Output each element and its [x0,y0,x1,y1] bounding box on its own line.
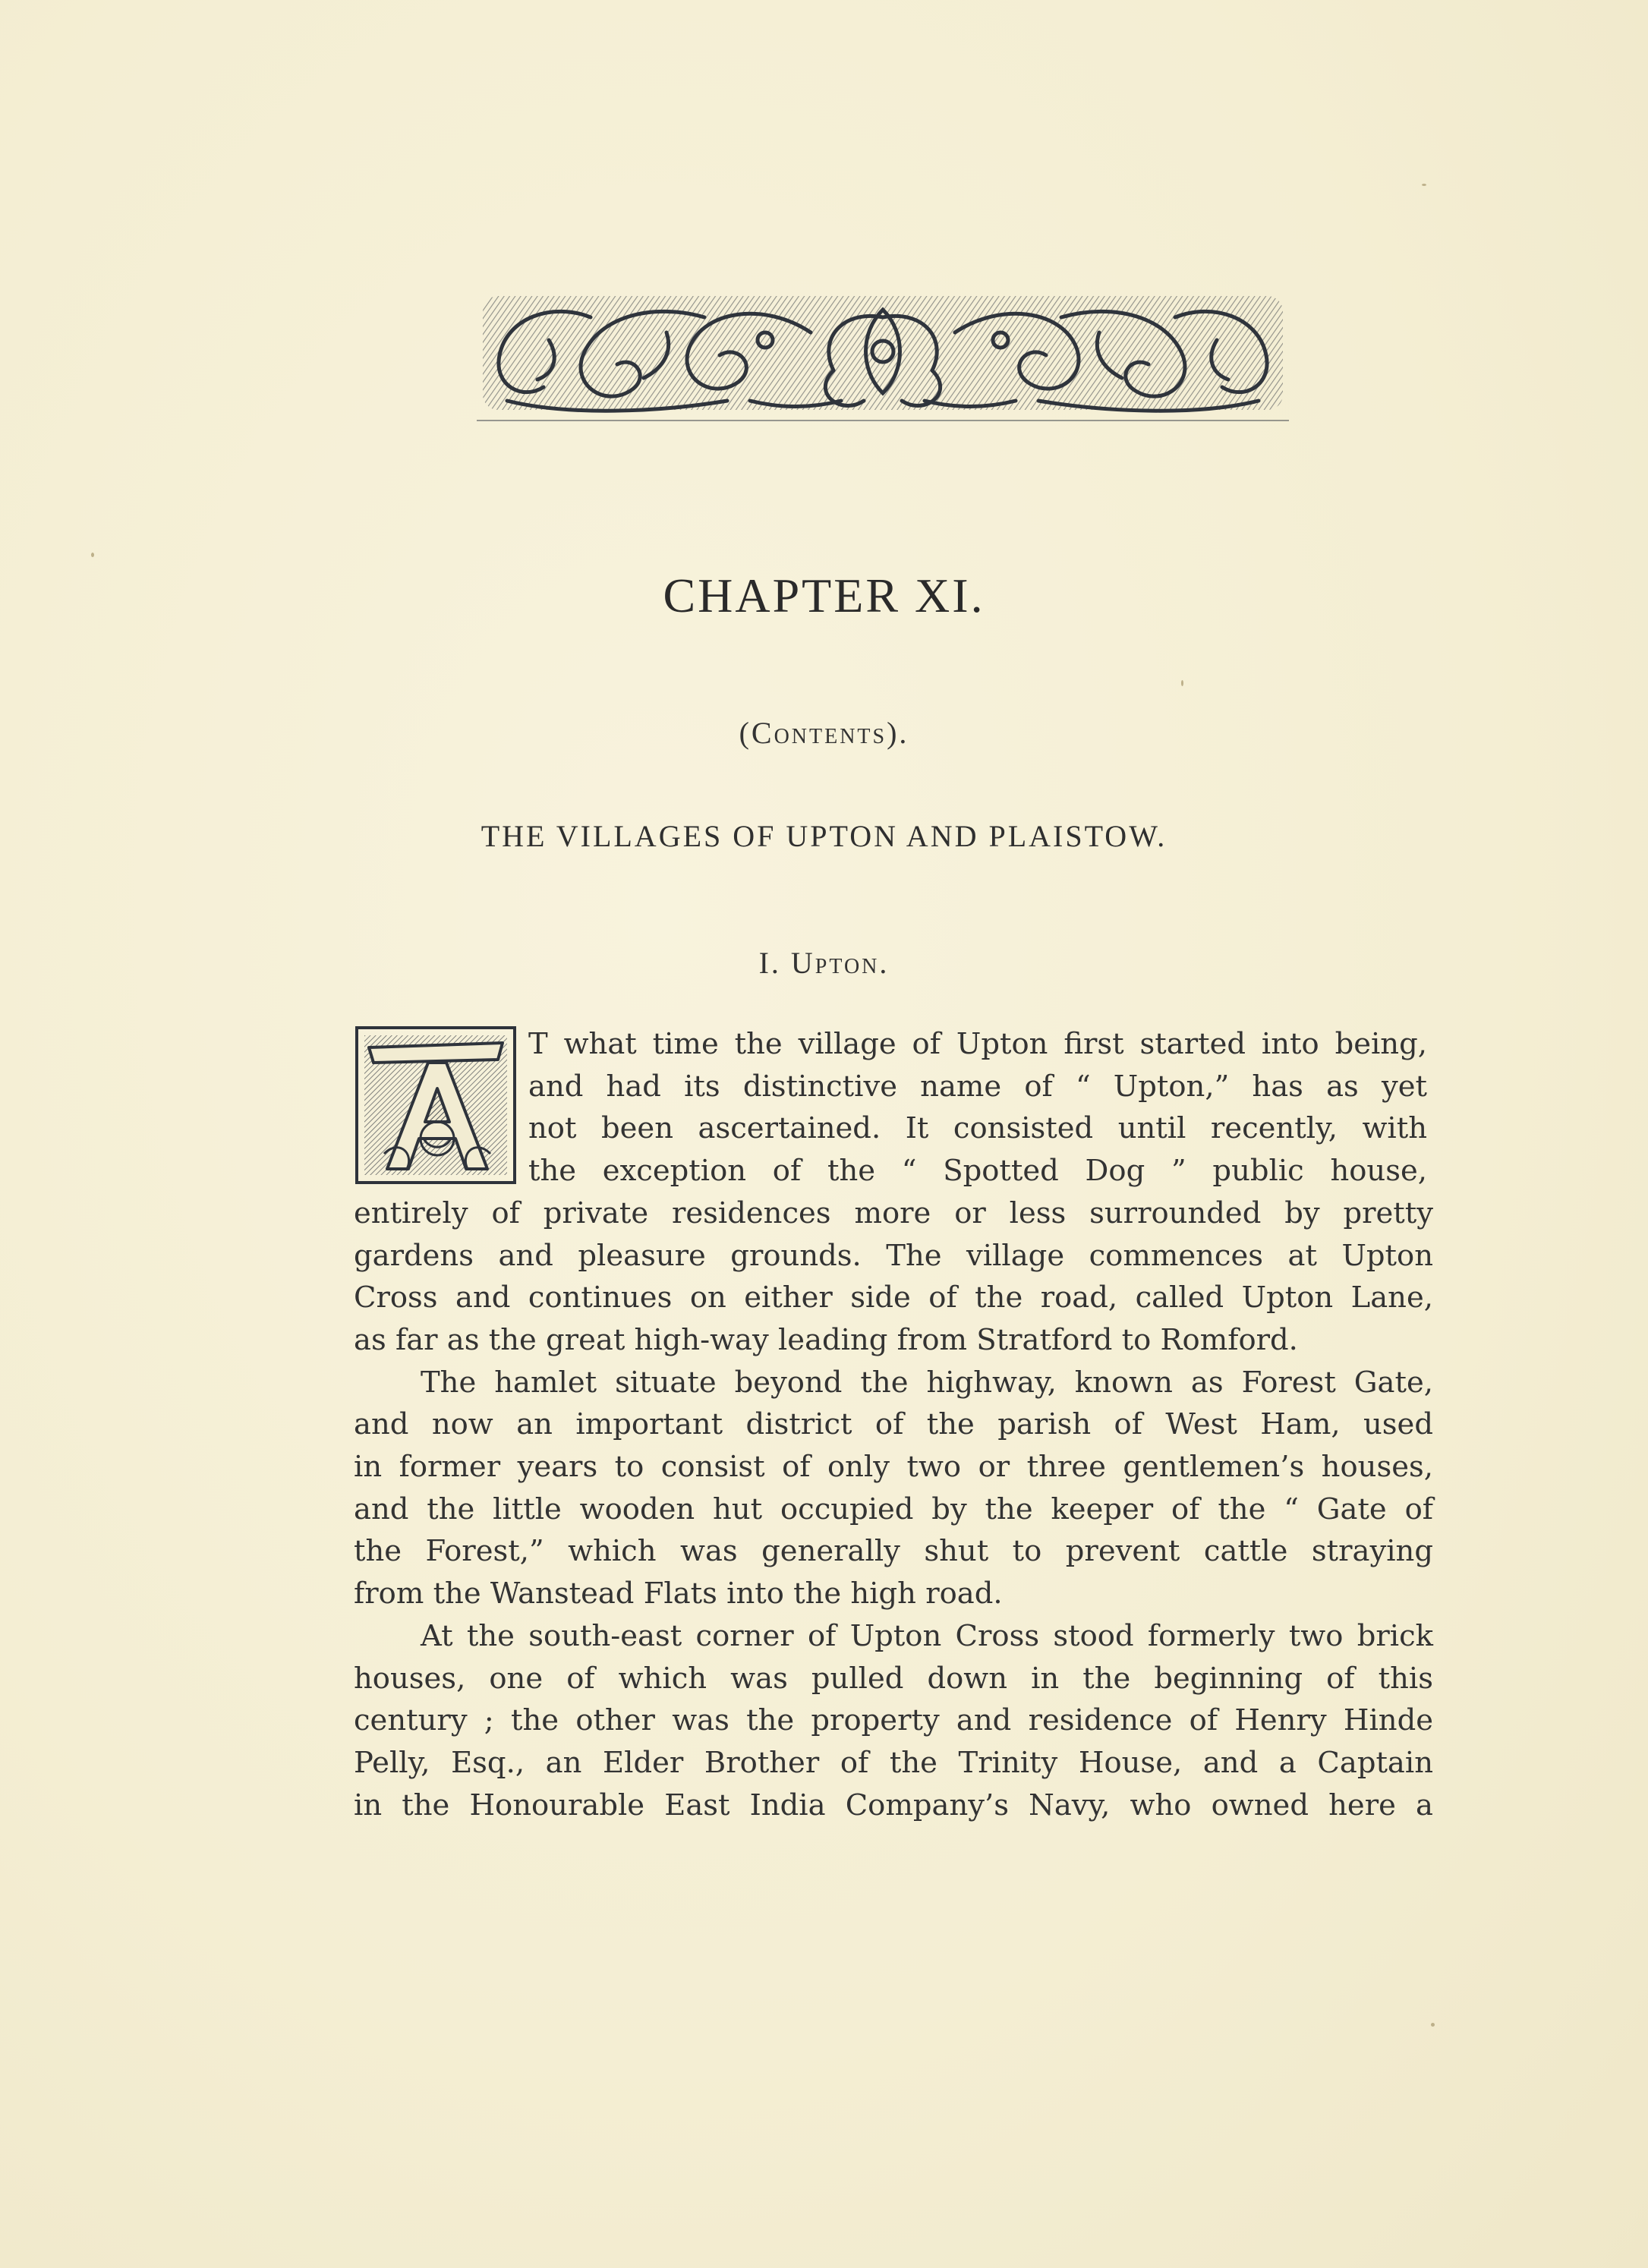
text-line: in the Honourable East India Company’s Navy, who owned here a [354,1788,1433,1822]
text-line: entirely of private residences more or less surrounded by pretty [354,1196,1433,1230]
ornamental-headpiece-icon [477,287,1289,425]
text-line: century ; the other was the property and residence of Henry Hinde [354,1703,1433,1737]
dropcap-initial-icon [354,1025,518,1186]
contents-label: (Contents). [739,716,909,750]
text-line: not been ascertained. It consisted until recently, with [528,1111,1427,1145]
paper-speck [1181,680,1183,686]
text-line: in former years to consist of only two or three gentlemen’s houses, [354,1450,1433,1484]
paper-speck [91,553,94,557]
chapter-subtitle: THE VILLAGES OF UPTON AND PLAISTOW. [481,819,1167,853]
text-line: Cross and continues on either side of the road, called Upton Lane, [354,1280,1433,1315]
paper-speck [1422,184,1426,186]
text-line: and now an important district of the parish of West Ham, used [354,1407,1433,1441]
text-line: gardens and pleasure grounds. The village commences at Upton [354,1239,1433,1273]
section-heading: I. Upton. [758,946,890,980]
text-line: At the south-east corner of Upton Cross stood formerly two brick [421,1619,1433,1653]
text-line: The hamlet situate beyond the highway, known as Forest Gate, [421,1366,1433,1400]
text-line: and the little wooden hut occupied by the keeper of the “ Gate of [354,1492,1433,1526]
text-line: the Forest,” which was generally shut to prevent cattle straying [354,1534,1433,1568]
text-line: from the Wanstead Flats into the high road. [354,1577,1003,1611]
text-line: houses, one of which was pulled down in the beginning of this [354,1662,1433,1696]
text-line: T what time the village of Upton first started into being, [528,1027,1427,1061]
text-line: the exception of the “ Spotted Dog ” public house, [528,1154,1427,1188]
text-line: and had its distinctive name of “ Upton,” has as yet [528,1069,1427,1104]
text-line: Pelly, Esq., an Elder Brother of the Trinity House, and a Captain [354,1746,1433,1780]
text-line: as far as the great high-way leading from Stratford to Romford. [354,1323,1298,1357]
chapter-title: CHAPTER XI. [663,569,985,622]
paper-speck [1431,2023,1435,2027]
